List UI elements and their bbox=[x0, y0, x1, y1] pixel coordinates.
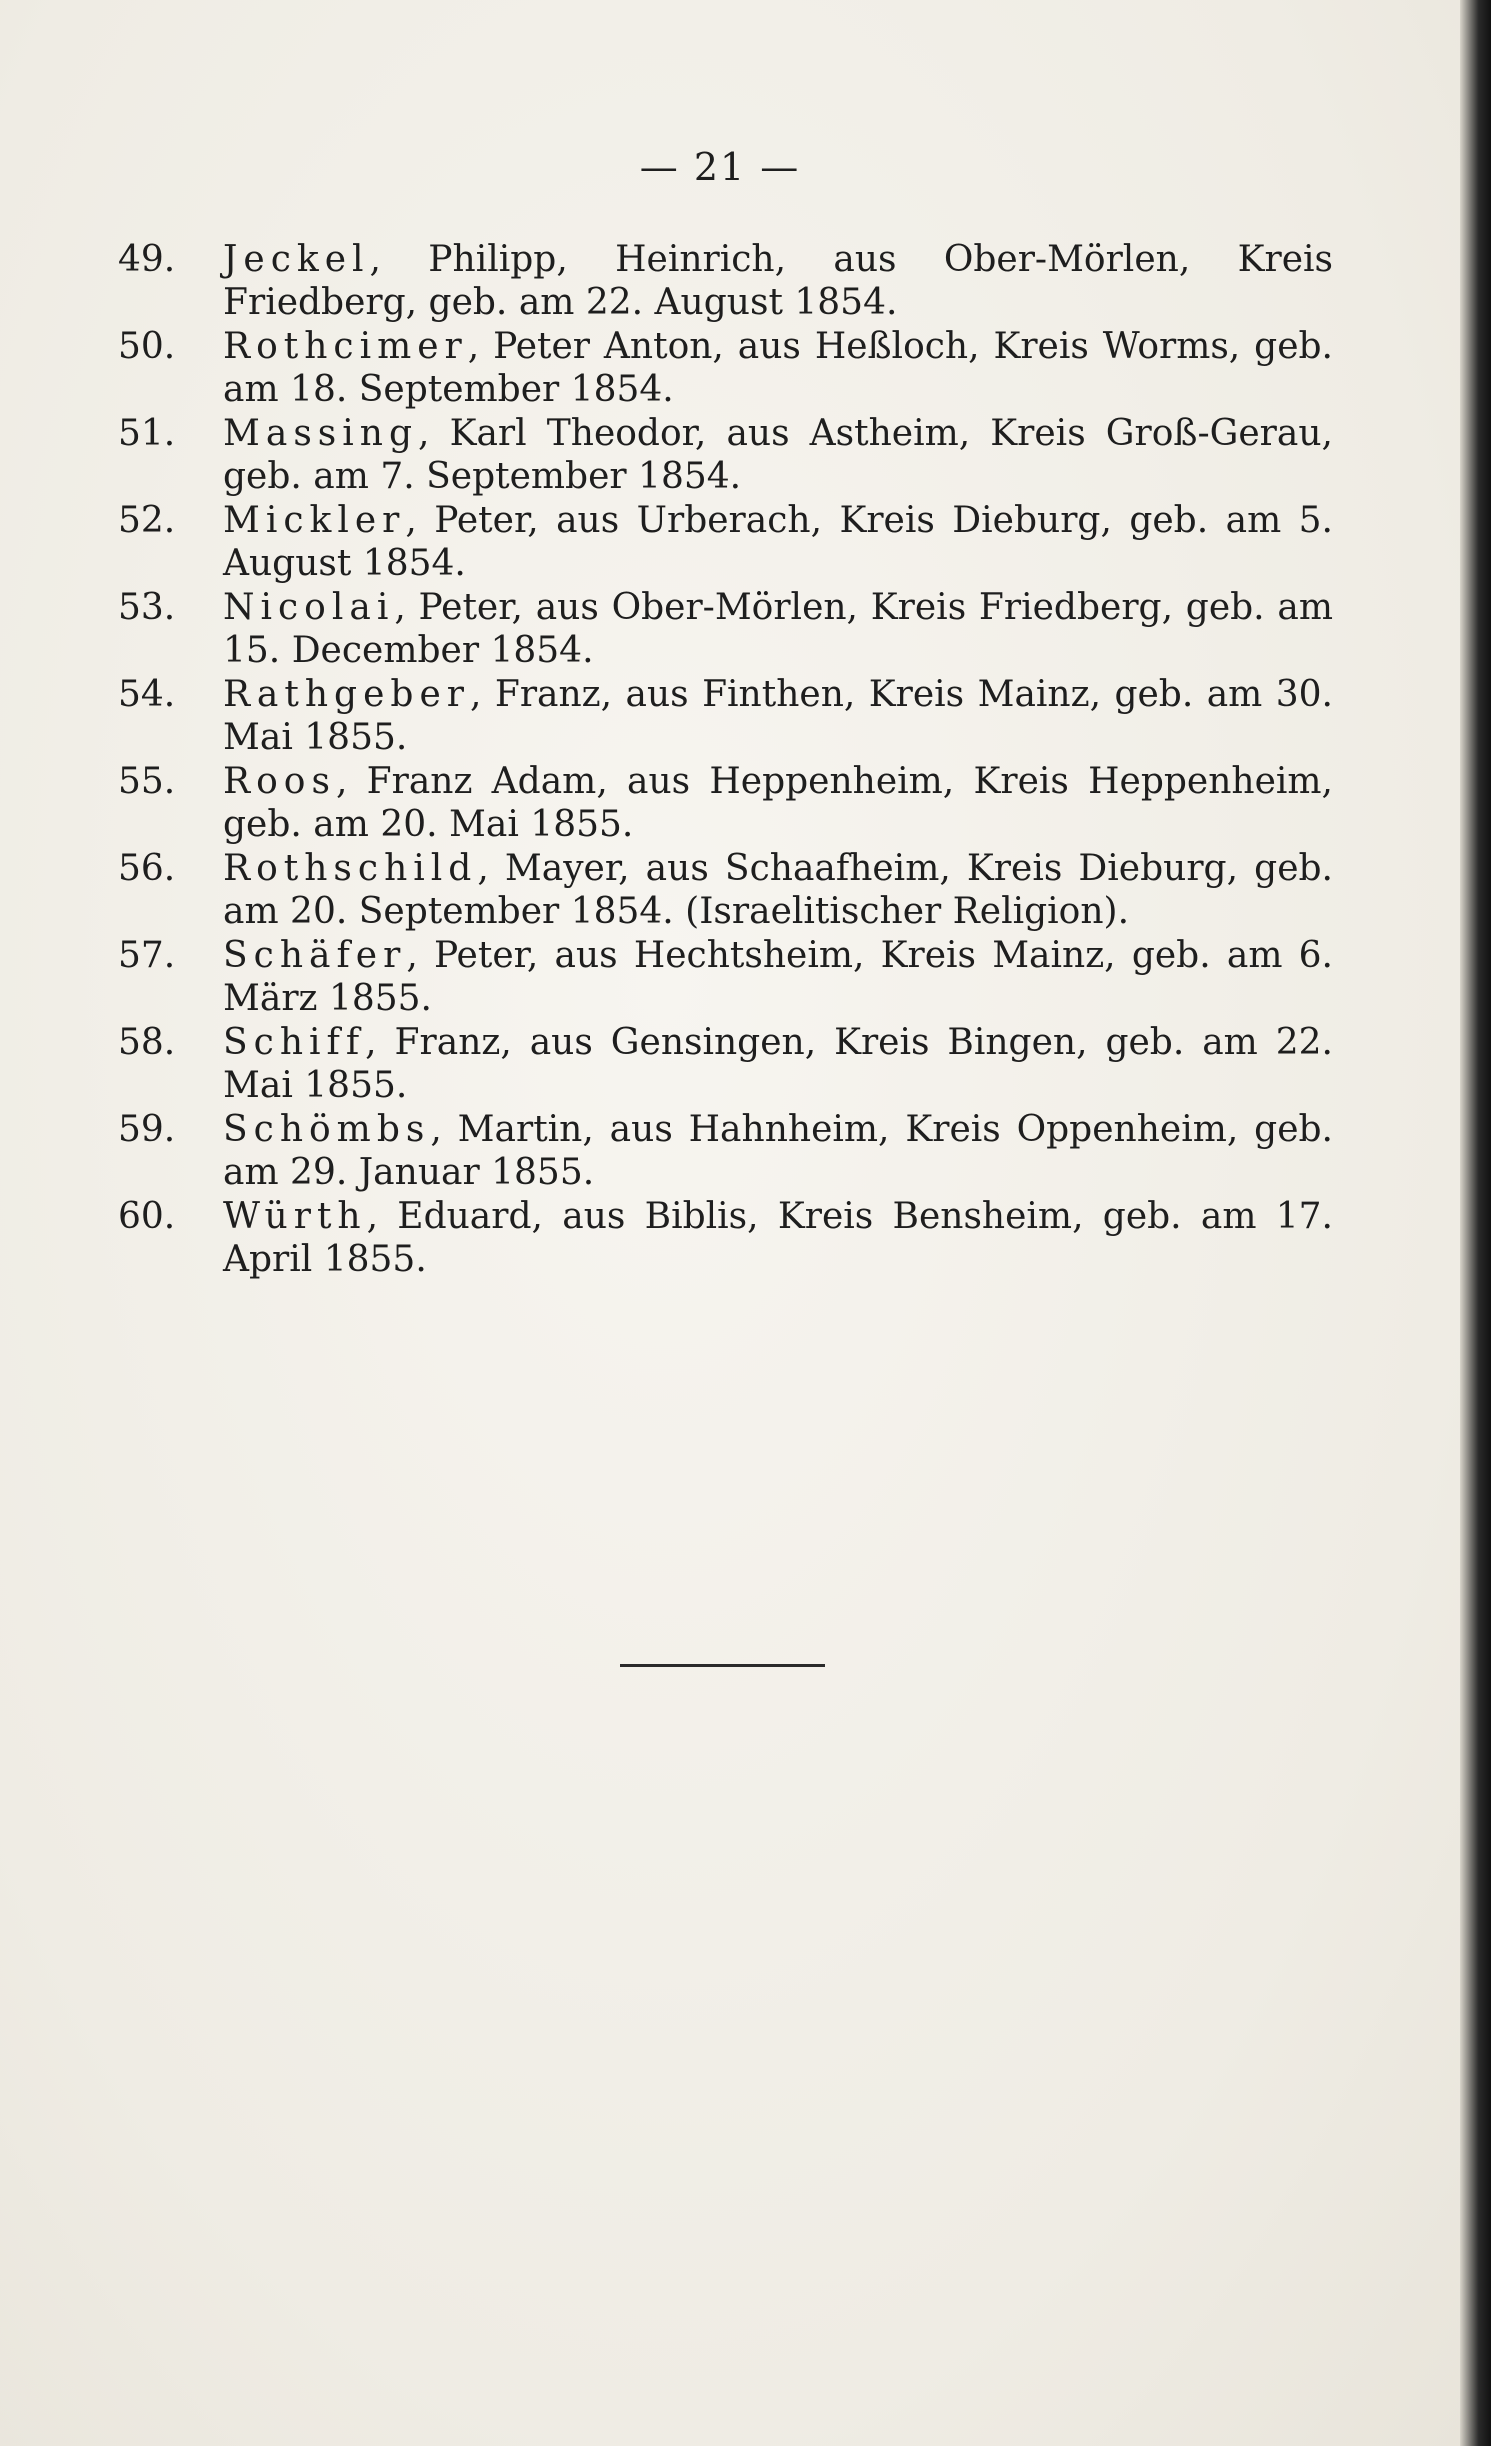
section-divider bbox=[620, 1664, 825, 1667]
entry-surname: Nicolai bbox=[223, 587, 395, 628]
entry-details: , Franz, aus Gensingen, Kreis Bingen, geb. am 22. Mai 1855. bbox=[223, 1022, 1333, 1106]
list-item bbox=[118, 586, 1333, 672]
entry-surname: Jeckel bbox=[223, 239, 370, 280]
entry-details: , Eduard, aus Biblis, Kreis Bensheim, geb. am 17. April 1855. bbox=[223, 1196, 1333, 1280]
entry-surname: Rothschild bbox=[223, 848, 478, 889]
entry-number: 54. bbox=[118, 674, 176, 715]
entry-details: , Franz Adam, aus Heppenheim, Kreis Heppenheim, geb. am 20. Mai 1855. bbox=[223, 761, 1333, 845]
list-item bbox=[118, 847, 1333, 933]
entry-number: 53. bbox=[118, 587, 176, 628]
entry-number: 55. bbox=[118, 761, 176, 802]
list-item bbox=[118, 1021, 1333, 1107]
entry-surname: Rothcimer bbox=[223, 326, 468, 367]
list-item bbox=[118, 760, 1333, 846]
entry-number: 57. bbox=[118, 935, 176, 976]
list-item bbox=[118, 1195, 1333, 1281]
list-item bbox=[118, 934, 1333, 1020]
entry-number: 58. bbox=[118, 1022, 176, 1063]
entry-surname: Rathgeber bbox=[223, 674, 470, 715]
entry-details: , Peter, aus Ober-Mörlen, Kreis Friedberg, geb. am 15. December 1854. bbox=[223, 587, 1333, 671]
entry-details: , Franz, aus Finthen, Kreis Mainz, geb. am 30. Mai 1855. bbox=[223, 674, 1333, 758]
entry-details: , Philipp, Heinrich, aus Ober-Mörlen, Kreis Friedberg, geb. am 22. August 1854. bbox=[223, 239, 1333, 323]
list-item bbox=[118, 238, 1333, 324]
entry-surname: Mickler bbox=[223, 500, 406, 541]
entry-number: 60. bbox=[118, 1196, 176, 1237]
entry-surname: Schiff bbox=[223, 1022, 366, 1063]
entry-surname: Roos bbox=[223, 761, 336, 802]
list-item bbox=[118, 412, 1333, 498]
page-number: — 21 — bbox=[639, 145, 801, 189]
page-edge-shadow bbox=[1460, 0, 1491, 2446]
list-item bbox=[118, 1108, 1333, 1194]
entry-number: 49. bbox=[118, 239, 176, 280]
entry-details: , Peter, aus Urberach, Kreis Dieburg, geb. am 5. August 1854. bbox=[223, 500, 1333, 584]
list-item bbox=[118, 325, 1333, 411]
entry-number: 51. bbox=[118, 413, 176, 454]
entry-number: 59. bbox=[118, 1109, 176, 1150]
entry-surname: Schäfer bbox=[223, 935, 407, 976]
entry-number: 52. bbox=[118, 500, 176, 541]
entry-details: , Mayer, aus Schaafheim, Kreis Dieburg, geb. am 20. September 1854. (Israelitischer Religion). bbox=[223, 848, 1333, 932]
entry-number: 56. bbox=[118, 848, 176, 889]
entry-surname: Massing bbox=[223, 413, 419, 454]
list-item bbox=[118, 673, 1333, 759]
entry-details: , Peter, aus Hechtsheim, Kreis Mainz, geb. am 6. März 1855. bbox=[223, 935, 1333, 1019]
entry-surname: Schömbs bbox=[223, 1109, 431, 1150]
entry-details: , Peter Anton, aus Heßloch, Kreis Worms, geb. am 18. September 1854. bbox=[223, 326, 1333, 410]
entry-surname: Würth bbox=[223, 1196, 367, 1237]
entry-list bbox=[118, 238, 1333, 1282]
entry-details: , Karl Theodor, aus Astheim, Kreis Groß-Gerau, geb. am 7. September 1854. bbox=[223, 413, 1333, 497]
list-item bbox=[118, 499, 1333, 585]
entry-details: , Martin, aus Hahnheim, Kreis Oppenheim, geb. am 29. Januar 1855. bbox=[223, 1109, 1333, 1193]
entry-number: 50. bbox=[118, 326, 176, 367]
